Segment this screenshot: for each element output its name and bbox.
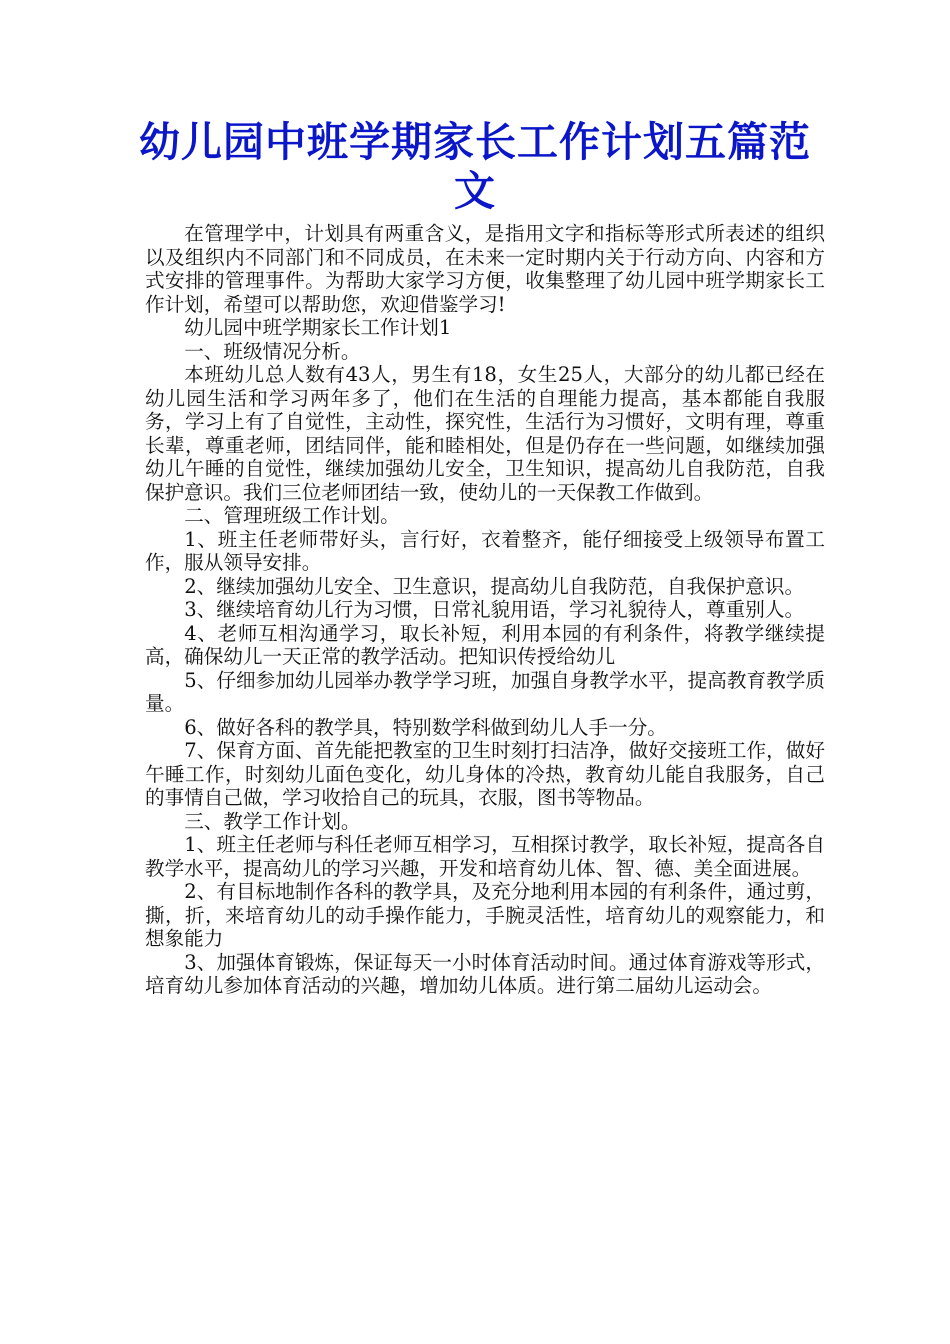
document-title: 幼儿园中班学期家长工作计划五篇范文 xyxy=(139,118,811,215)
list-item: 2、继续加强幼儿安全、卫生意识，提高幼儿自我防范，自我保护意识。 xyxy=(184,574,805,598)
list-item: 2、有目标地制作各科的教学具，及充分地利用本园的有利条件，通过剪，撕，折，来培育幼儿的动手操作能力，手腕灵活性，培育幼儿的观察能力，和想象能力 xyxy=(145,880,825,950)
subsection-heading: 三、教学工作计划。 xyxy=(184,809,361,833)
body-paragraph: 本班幼儿总人数有43人，男生有18，女生25人，大部分的幼儿都已经在幼儿园生活和学习两年多了，他们在生活的自理能力提高，基本都能自我服务，学习上有了自觉性，主动性，探究性，生活行为习惯好，文明有理，尊重长辈，尊重老师，团结同伴，能和睦相处，但是仍存在一些问题，如继续加强幼儿午睡的自觉性，继续加强幼儿安全，卫生知识，提高幼儿自我防范，自我保护意识。我们三位老师团结一致，使幼儿的一天保教工作做到。 xyxy=(145,363,825,504)
list-item: 5、仔细参加幼儿园举办教学学习班，加强自身教学水平，提高教育教学质量。 xyxy=(145,668,825,715)
subsection-heading: 一、班级情况分析。 xyxy=(184,339,361,363)
list-item: 7、保育方面、首先能把教室的卫生时刻打扫洁净，做好交接班工作，做好午睡工作，时刻幼儿面色变化，幼儿身体的冷热，教育幼儿能自我服务，自己的事情自己做，学习收拾自己的玩具，衣服，图书等物品。 xyxy=(145,739,825,809)
list-item: 3、加强体育锻炼，保证每天一小时体育活动时间。通过体育游戏等形式，培育幼儿参加体育活动的兴趣，增加幼儿体质。进行第二届幼儿运动会。 xyxy=(145,950,825,997)
document-body xyxy=(145,222,825,998)
subsection-heading: 二、管理班级工作计划。 xyxy=(184,504,400,527)
section-heading: 幼儿园中班学期家长工作计划1 xyxy=(184,316,452,339)
list-item: 3、继续培育幼儿行为习惯，日常礼貌用语，学习礼貌待人，尊重别人。 xyxy=(184,598,805,621)
intro-paragraph: 在管理学中，计划具有两重含义，是指用文字和指标等形式所表述的组织以及组织内不同部门和不同成员，在未来一定时期内关于行动方向、内容和方式安排的管理事件。为帮助大家学习方便，收集整理了幼儿园中班学期家长工作计划，希望可以帮助您，欢迎借鉴学习! xyxy=(145,222,825,316)
list-item: 1、班主任老师带好头，言行好，衣着整齐，能仔细接受上级领导布置工作，服从领导安排。 xyxy=(145,527,825,574)
list-item: 6、做好各科的教学具，特别数学科做到幼儿人手一分。 xyxy=(184,715,667,739)
list-item: 4、老师互相沟通学习，取长补短，利用本园的有利条件，将教学继续提高，确保幼儿一天正常的教学活动。把知识传授给幼儿 xyxy=(145,621,825,668)
list-item: 1、班主任老师与科任老师互相学习，互相探讨教学，取长补短，提高各自教学水平，提高幼儿的学习兴趣，开发和培育幼儿体、智、德、美全面进展。 xyxy=(145,833,825,880)
